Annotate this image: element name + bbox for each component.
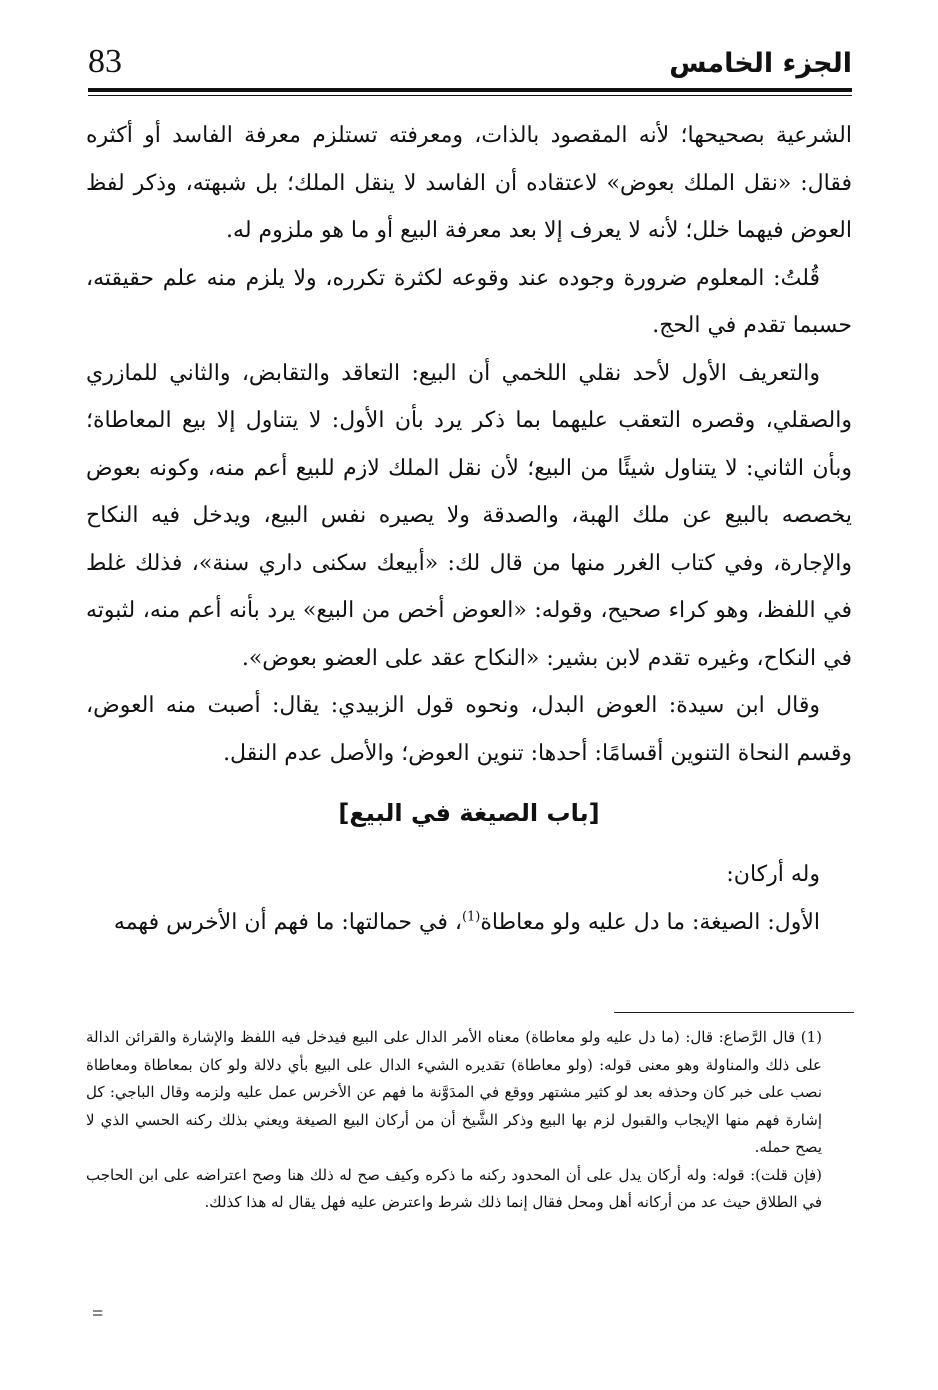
paragraph-2: قُلتُ: المعلوم ضرورة وجوده عند وقوعه لكثرة تكرره، ولا يلزم منه علم حقيقته، حسبما تقدم في الحج. [86,265,852,338]
section-heading: [باب الصيغة في البيع] [338,799,600,827]
page-number: 83 [88,43,122,80]
paragraph-4: وقال ابن سيدة: العوض البدل، ونحوه قول الزبيدي: يقال: أصبت منه العوض، وقسم النحاة التنوين أقسامًا: أحدها: تنوين العوض؛ والأصل عدم النقل. [86,693,852,766]
page-header [88,38,852,88]
paragraph-5: وله أركان: [726,862,820,887]
footnote-reference[interactable]: (1) [461,909,481,925]
footnote-2: (فإن قلت): قوله: وله أركان يدل على أن المحدود ركنه ما ذكره وكيف صح له ذلك هنا وصح اعتراضه على ابن الحاجب في الطلاق حيث عد من أركانه أهل ومحل فقال إنما ذلك شرط واعترض عليه فهل يقال له هذا كذلك. [86,1165,822,1211]
footnotes [86,1024,852,1217]
header-rule-thick [88,88,852,92]
paragraph-1: الشرعية بصحيحها؛ لأنه المقصود بالذات، ومعرفته تستلزم معرفة الفاسد أو أكثره فقال: «نقل الملك بعوض» لاعتقاده أن الفاسد لا ينقل الملك؛ بل شبهته، وذكر لفظ العوض فيهما خلل؛ لأنه لا يعرف إلا بعد معرفة البيع أو ما هو ملزوم له. [86,123,852,243]
continuation-mark: = [92,1303,104,1325]
paragraph-6-end: ، في حمالتها: ما فهم أن الأخرس فهمه [113,909,462,935]
paragraph-6-start: الأول: الصيغة: ما دل عليه ولو معاطاة [480,909,820,935]
footnote-separator [614,1012,854,1013]
paragraph-6 [86,899,852,947]
header-rule-thin [88,95,852,96]
paragraph-3: والتعريف الأول لأحد نقلي اللخمي أن البيع: التعاقد والتقابض، والثاني للمازري والصقلي، وقصره التعقب عليهما بما ذكر يرد بأن الأول: لا يتناول إلا بيع المعاطاة؛ وبأن الثاني: لا يتناول شيئًا من البيع؛ لأن نقل الملك لازم للبيع أعم منه، وكونه بعوض يخصصه بالبيع عن ملك الهبة، والصدقة ولا يصيره نفس البيع، ويدخل فيه النكاح والإجارة، وفي كتاب الغرر منها من قال لك: «أبيعك سكنى داري سنة»، فذلك غلط في اللفظ، وهو كراء صحيح، وقوله: «العوض أخص من البيع» يرد بأنه أعم منه، لثبوته في النكاح، وغيره تقدم لابن بشير: «النكاح عقد على العضو بعوض». [86,360,853,671]
running-title: الجزء الخامس [669,48,852,79]
footnote-1: (1) قال الرَّصاع: قال: (ما دل عليه ولو معاطاة) معناه الأمر الدال على البيع فيدخل فيه اللفظ والإشارة والقرائن الدالة على ذلك والمناولة وهو معنى قوله: (ولو معاطاة) تقديره الشيء الدال على البيع بأي دلالة ولو كان بمعاطاة ومعاطاة نصب على خبر كان وحذفه بعد لو كثير مشتهر ووقع في المدَوَّنة ما فهم عن الأخرس عمل عليه ولزمه وقال الباجي: كل إشارة فهم منها الإيجاب والقبول لزم بها البيع وذكر الشَّيخ أن من أركان البيع الصيغة ويعني بذلك ركنه الحسي الذي لا يصح حمله. [86,1028,822,1156]
main-text [86,112,852,946]
